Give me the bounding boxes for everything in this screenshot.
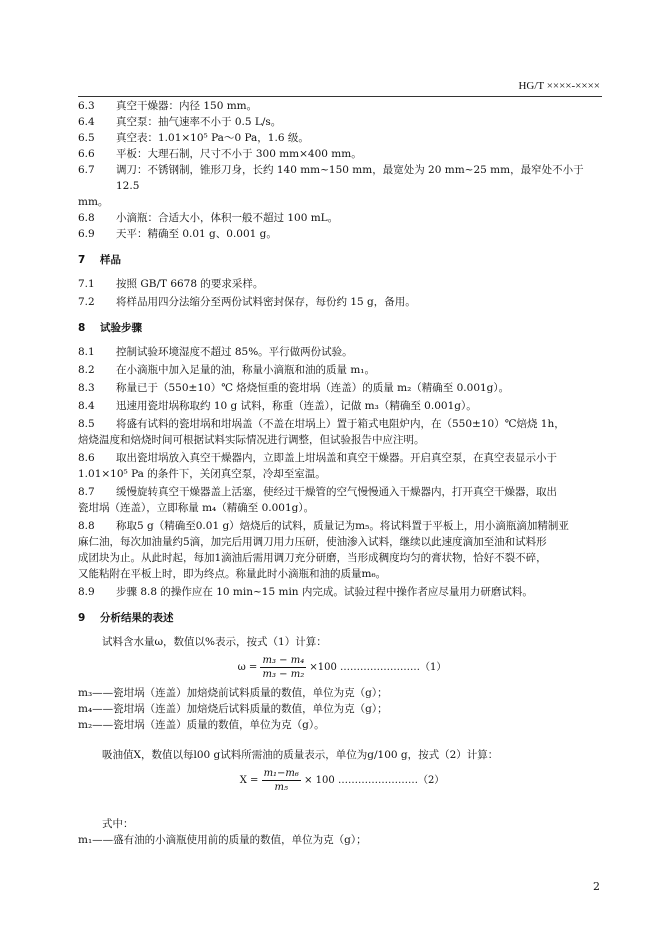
clause-item (78, 114, 606, 130)
clause-number: 6.9 (78, 228, 95, 240)
symbol-definition: m₂——瓷坩埚（连盖）质量的数值，单位为克（g）。 (78, 719, 325, 731)
formula-1-numerator: m₃ − m₄ (262, 655, 305, 666)
document-body (78, 98, 606, 848)
symbol-definition: m₄——瓷坩埚（连盖）加焙烧后试料质量的数值，单位为克（g）； (78, 703, 388, 715)
clause-item (78, 226, 606, 242)
clause-number: 7.1 (78, 278, 95, 290)
clause-item (78, 98, 606, 114)
clause-text: 真空泵：抽气速率不小于 0.5 L/s。 (116, 116, 282, 128)
clause-item (78, 210, 606, 226)
clause-continuation: 成团块为止。从此时起，每加1滴油后需用调刀充分研磨，当形成稠度均匀的膏状物，恰好不裂不碎， (78, 552, 547, 564)
formula-2-denominator: m₅ (274, 782, 288, 793)
section-number: 7 (78, 254, 86, 266)
clause-text: 将样品用四分法缩分至两份试料密封保存，每份约 15 g，备用。 (116, 296, 416, 308)
formula-2 (78, 767, 606, 794)
clause-item (78, 362, 606, 378)
formula-2-fraction (262, 767, 301, 794)
clause-text: 真空表：1.01×10⁵ Pa～0 Pa，1.6 级。 (116, 132, 309, 144)
clause-text: 真空干燥器：内径 150 mm。 (116, 100, 258, 112)
clause-item (78, 484, 606, 500)
clause-item (78, 276, 606, 292)
clause-item (78, 130, 606, 146)
clause-number: 8.7 (78, 486, 95, 498)
clause-item (78, 518, 606, 534)
section-7-heading (78, 252, 606, 268)
clause-continuation: 麻仁油，每次加油量约5滴，加完后用调刀用力压研，使油渗入试料，继续以此速度滴加至油和试料形 (78, 536, 547, 548)
clause-continuation: 又能粘附在平板上时，即为终点。称量此时小滴瓶和油的质量m₆。 (78, 568, 387, 580)
water-content-intro: 试料含水量ω，数值以%表示，按式（1）计算： (102, 636, 327, 648)
formula-1-lhs: ω = (237, 662, 258, 673)
where-label: 式中： (102, 818, 134, 830)
clause-text: 迅速用瓷坩埚称取约 10 g 试料，称重（连盖），记做 m₃（精确至 0.001g）。 (116, 400, 477, 412)
formula-2-lhs: X = (239, 775, 259, 786)
clause-number: 7.2 (78, 296, 95, 308)
clause-continuation: 1.01×10⁵ Pa 的条件下，关闭真空泵，冷却至室温。 (78, 468, 326, 480)
clause-number: 6.3 (78, 100, 95, 112)
clause-item (78, 398, 606, 414)
clause-text: 按照 GB/T 6678 的要求采样。 (116, 278, 264, 290)
clause-continuation: 瓷坩埚（连盖），立即称量 m₄（精确至 0.001g）。 (78, 502, 315, 514)
clause-text: 天平：精确至 0.01 g、0.001 g。 (116, 228, 277, 240)
formula-1-definitions (78, 685, 606, 733)
clause-item (78, 450, 606, 466)
clause-continuation: mm。 (78, 196, 109, 208)
formula-2-numerator: m₁−m₆ (263, 768, 299, 779)
clause-item (78, 584, 606, 600)
clause-text: 平板：大理石制，尺寸不小于 300 mm×400 mm。 (116, 148, 362, 160)
oil-absorption-intro: 吸油值X，数值以每l00 g试料所需油的质量表示，单位为g/100 g，按式（2）计算： (102, 749, 499, 761)
section-title: 分析结果的表述 (100, 612, 174, 624)
clause-item (78, 380, 606, 396)
clause-number: 8.8 (78, 520, 95, 532)
section-number: 9 (78, 612, 86, 624)
section-8-heading (78, 320, 606, 336)
clause-number: 6.7 (78, 164, 95, 176)
section-title: 样品 (100, 254, 121, 266)
section-number: 8 (78, 322, 86, 334)
clause-number: 6.6 (78, 148, 95, 160)
section-9-heading (78, 610, 606, 626)
formula-1-tail: ×100 ……………………（1） (309, 662, 447, 673)
formula-2-definitions (78, 832, 606, 848)
clause-number: 6.8 (78, 212, 95, 224)
section-8-items (78, 344, 606, 600)
clause-number: 6.4 (78, 116, 95, 128)
section-7-items (78, 276, 606, 310)
clause-number: 8.2 (78, 364, 95, 376)
standard-code: HG/T ××××-×××× (518, 80, 600, 92)
clause-item (78, 162, 606, 194)
clause-text: 将盛有试料的瓷坩埚和坩埚盖（不盖在坩埚上）置于箱式电阻炉内，在（550±10）℃焙烧 1h， (116, 418, 565, 430)
clause-text: 小滴瓶：合适大小，体积一般不超过 100 mL。 (116, 212, 339, 224)
clause-text: 控制试验环境湿度不超过 85%。平行做两份试验。 (116, 346, 353, 358)
clause-number: 8.1 (78, 346, 95, 358)
formula-1 (78, 654, 606, 681)
clause-text: 称量已于（550±10）℃ 烙烧恒重的瓷坩埚（连盖）的质量 m₂（精确至 0.001g）。 (116, 382, 510, 394)
clause-text: 调刀：不锈钢制，锥形刀身，长约 140 mm~150 mm，最宽处为 20 mm~25 mm，最窄处不小于 12.5 (116, 164, 584, 192)
section-6-items (78, 98, 606, 242)
clause-number: 8.4 (78, 400, 95, 412)
clause-item (78, 146, 606, 162)
symbol-definition: m₃——瓷坩埚（连盖）加焙烧前试料质量的数值，单位为克（g）； (78, 687, 388, 699)
clause-text: 取出瓷坩埚放入真空干燥器内，立即盖上坩埚盖和真空干燥器。开启真空泵，在真空表显示小于 (116, 452, 557, 464)
header-rule (78, 96, 602, 97)
clause-text: 缓慢旋转真空干燥器盖上活塞，使经过干燥管的空气慢慢通入干燥器内，打开真空干燥器，取出 (116, 486, 557, 498)
clause-number: 8.9 (78, 586, 95, 598)
clause-number: 8.5 (78, 418, 95, 430)
clause-number: 8.3 (78, 382, 95, 394)
clause-item (78, 416, 606, 432)
clause-text: 步骤 8.8 的操作应在 10 min~15 min 内完成。试验过程中操作者应尽量用力研磨试料。 (116, 586, 533, 598)
symbol-definition: m₁——盛有油的小滴瓶使用前的质量的数值，单位为克（g）； (78, 834, 367, 846)
clause-continuation: 焙烧温度和焙烧时间可根据试料实际情况进行调整，但试验报告中应注明。 (78, 434, 425, 446)
section-title: 试验步骤 (100, 322, 142, 334)
formula-1-denominator: m₃ − m₂ (262, 669, 305, 680)
clause-number: 6.5 (78, 132, 95, 144)
formula-2-tail: × 100 ……………………（2） (304, 775, 445, 786)
clause-text: 称取5 g（精确至0.01 g）焙烧后的试料，质量记为m₅。将试料置于平板上，用小滴瓶滴加精制亚 (116, 520, 569, 532)
clause-text: 在小滴瓶中加入足量的油，称量小滴瓶和油的质量 m₁。 (116, 364, 376, 376)
formula-1-fraction (260, 654, 306, 681)
clause-item (78, 294, 606, 310)
clause-item (78, 344, 606, 360)
clause-number: 8.6 (78, 452, 95, 464)
page-number: 2 (593, 880, 600, 893)
